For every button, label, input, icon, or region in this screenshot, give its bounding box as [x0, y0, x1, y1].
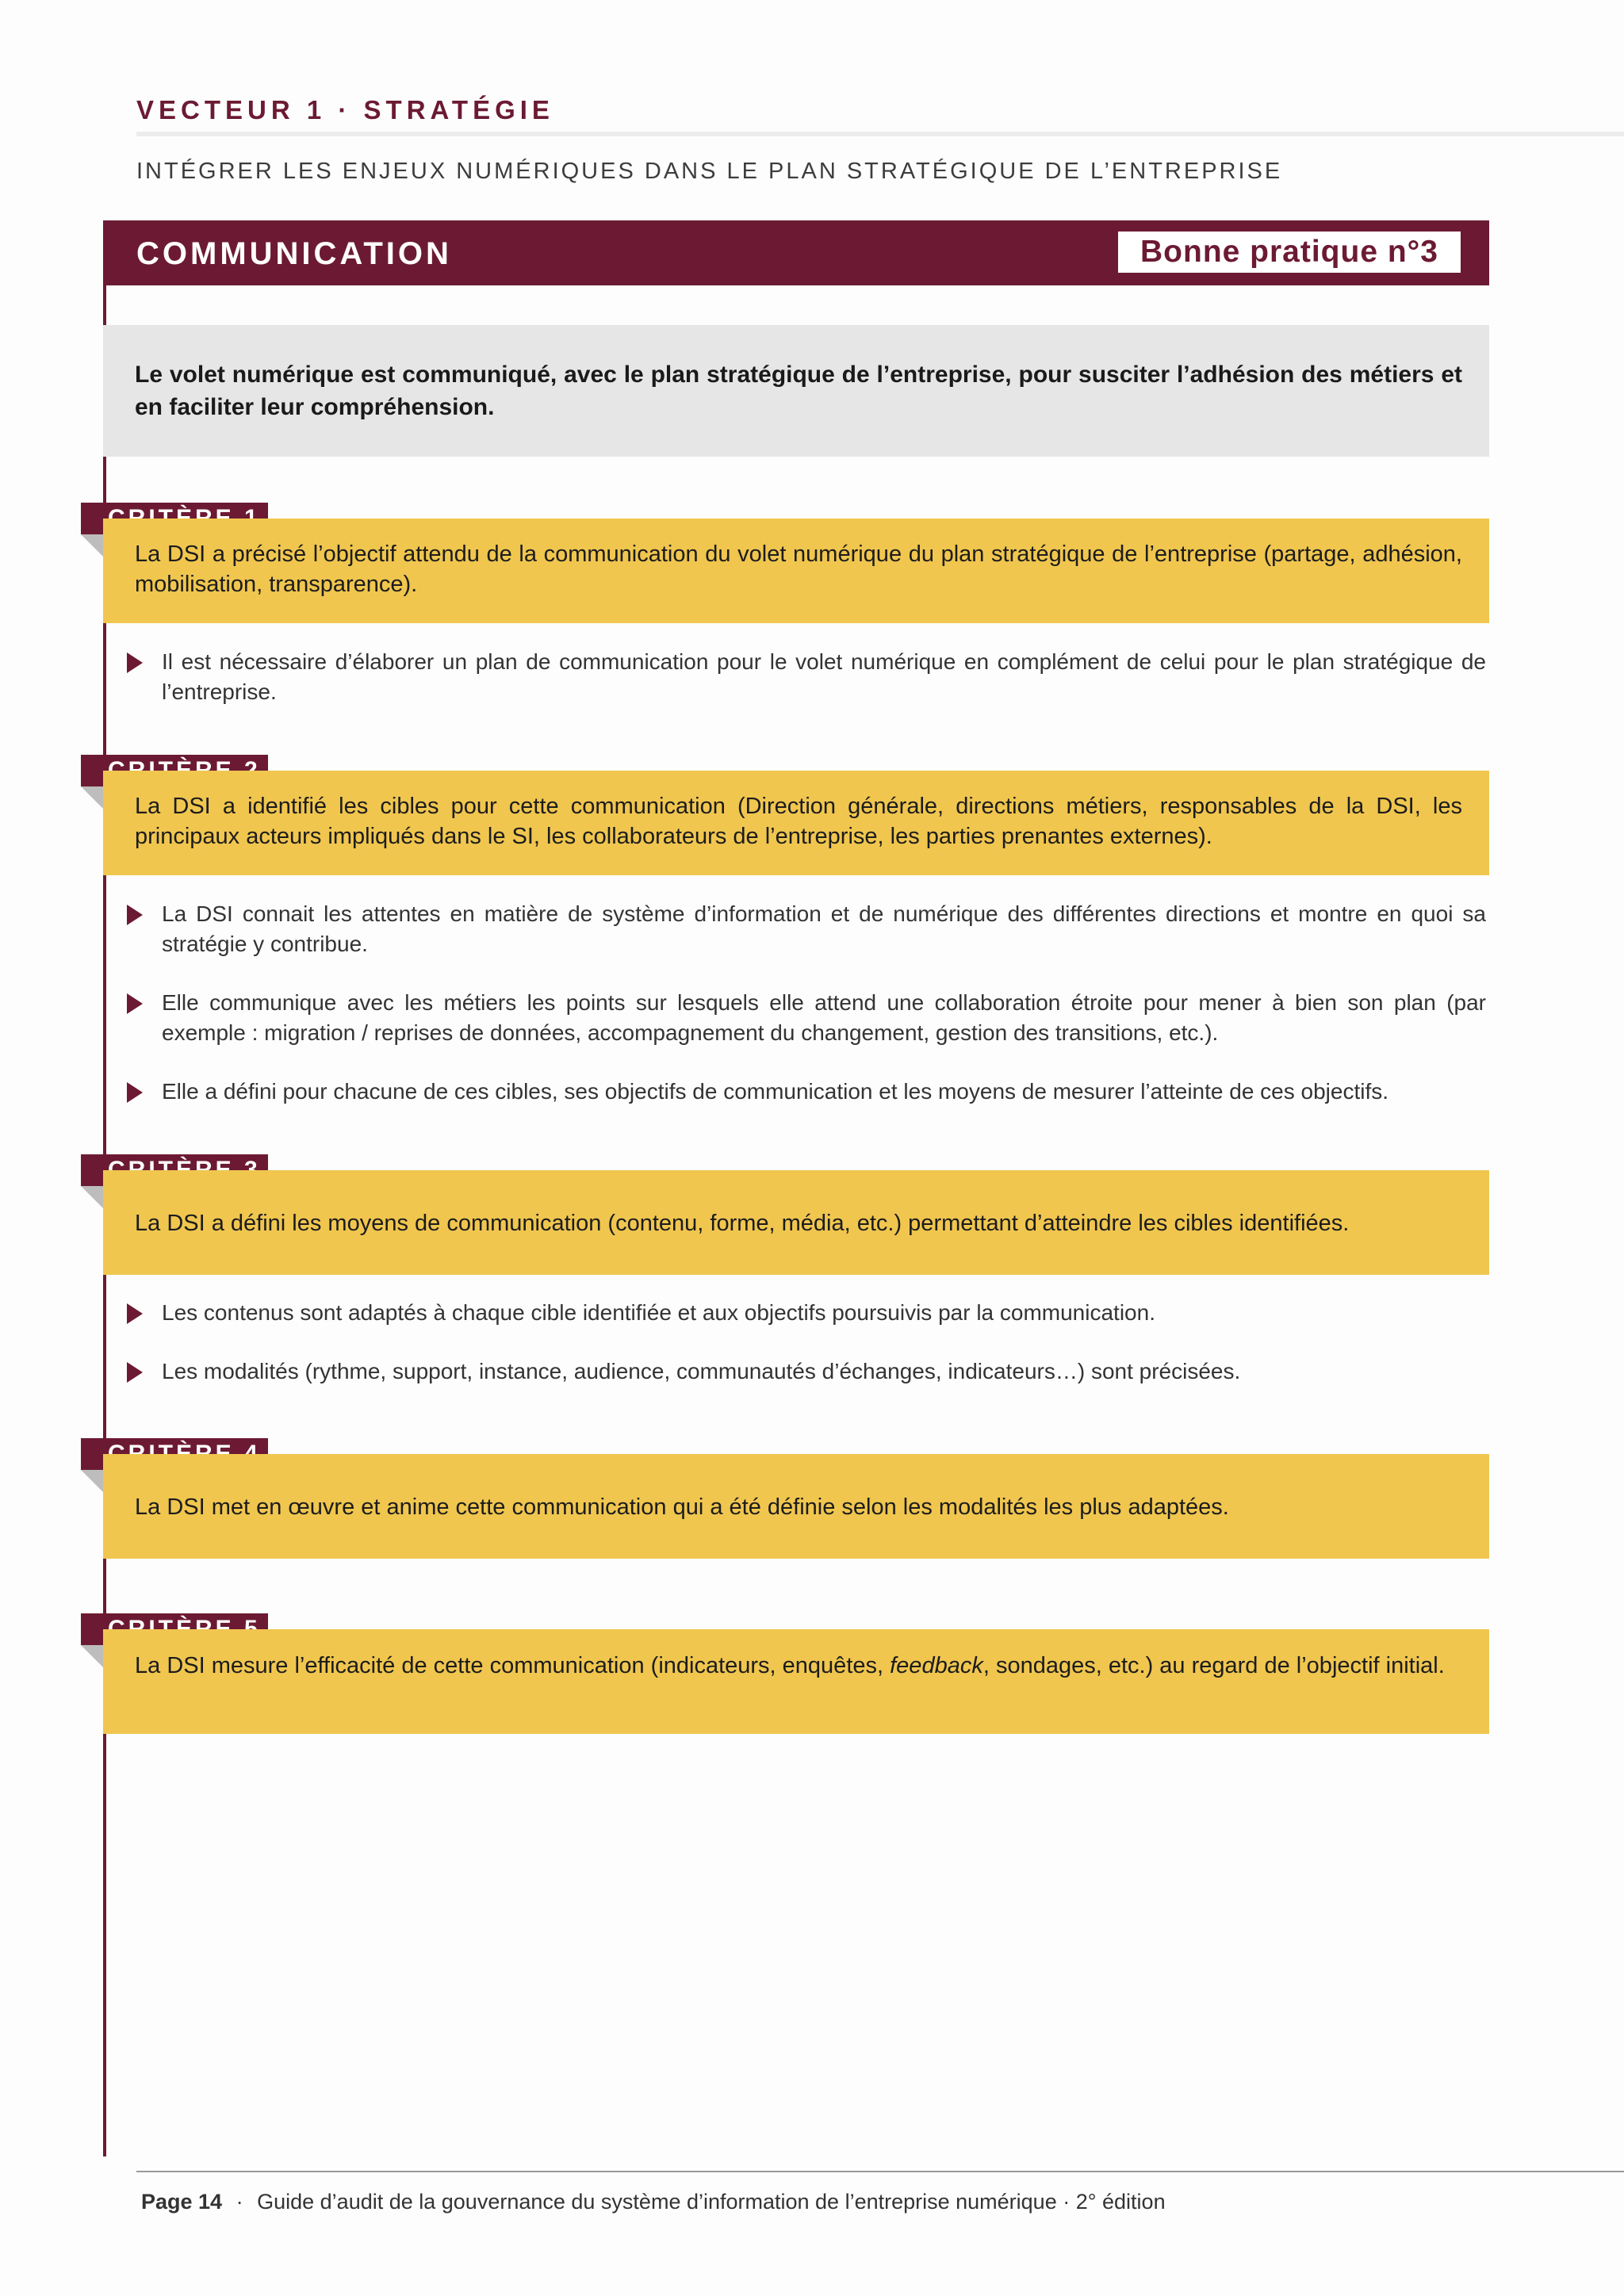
criterion-4-text: La DSI met en œuvre et anime cette communication qui a été définie selon les modalités les plus adaptées. — [135, 1494, 1229, 1520]
criterion-1-bullet-1: Il est nécessaire d’élaborer un plan de communication pour le volet numérique en complément de celui pour le plan stratégique de l’entreprise. — [162, 649, 1486, 704]
criterion-fold — [81, 786, 105, 810]
header-subtitle: INTÉGRER LES ENJEUX NUMÉRIQUES DANS LE PLAN STRATÉGIQUE DE L’ENTREPRISE — [136, 159, 1283, 184]
criterion-3-text: La DSI a défini les moyens de communication (contenu, forme, média, etc.) permettant d’atteindre les cibles identifiées. — [135, 1211, 1350, 1236]
criterion-2-bullet-2: Elle communique avec les métiers les points sur lesquels elle attend une collaboration étroite pour mener à bien son plan (par exemple : migration / reprises de données, accompagnement du changement, gestion des transitions, etc.). — [162, 990, 1486, 1045]
page-footer — [141, 2190, 1166, 2214]
vecteur-heading: VECTEUR 1 · STRATÉGIE — [136, 95, 554, 124]
criterion-fold — [81, 1645, 105, 1669]
header-rule — [136, 132, 1624, 136]
bullet-arrow-icon — [127, 1303, 143, 1324]
criterion-5-text — [135, 1651, 1462, 1681]
bullet-arrow-icon — [127, 652, 143, 673]
criterion-3-bullet-1: Les contenus sont adaptés à chaque cible identifiée et aux objectifs poursuivis par la communication. — [162, 1300, 1155, 1325]
bullet-arrow-icon — [127, 905, 143, 925]
intro-text: Le volet numérique est communiqué, avec le plan stratégique de l’entreprise, pour susciter l’adhésion des métiers et en faciliter leur compréhension. — [135, 362, 1462, 420]
best-practice-badge: Bonne pratique n°3 — [1118, 232, 1461, 273]
page-number: Page 14 — [141, 2190, 223, 2214]
criterion-2-bullet-3: Elle a défini pour chacune de ces cibles, ses objectifs de communication et les moyens de mesurer l’atteinte de ces objectifs. — [162, 1079, 1389, 1104]
criterion-5-text-start: La DSI mesure l’efficacité de cette communication (indicateurs, enquêtes, — [135, 1653, 891, 1678]
bullet-arrow-icon — [127, 993, 143, 1014]
criterion-fold — [81, 1470, 105, 1494]
footer-title: Guide d’audit de la gouvernance du système d’information de l’entreprise numérique · 2° édition — [257, 2190, 1166, 2214]
bullet-arrow-icon — [127, 1362, 143, 1383]
criterion-2-bullet-1: La DSI connait les attentes en matière de système d’information et de numérique des différentes directions et montre en quoi sa stratégie y contribue. — [162, 901, 1486, 956]
criterion-fold — [81, 1186, 105, 1210]
footer-separator: · — [236, 2190, 243, 2214]
section-title: COMMUNICATION — [136, 236, 452, 271]
bullet-arrow-icon — [127, 1082, 143, 1103]
criterion-1-text: La DSI a précisé l’objectif attendu de la communication du volet numérique du plan stratégique de l’entreprise (partage, adhésion, mobilisation, transparence). — [135, 541, 1462, 597]
criterion-5-text-italic: feedback — [890, 1653, 983, 1678]
criterion-5-box — [103, 1629, 1489, 1734]
footer-rule — [136, 2171, 1624, 2172]
criterion-5-text-end: , sondages, etc.) au regard de l’objectif initial. — [982, 1653, 1445, 1678]
criterion-2-text: La DSI a identifié les cibles pour cette communication (Direction générale, directions métiers, responsables de la DSI, les principaux acteurs impliqués dans le SI, les collaborateurs de l’entreprise, les parties prenantes externes). — [135, 794, 1462, 849]
criterion-3-bullet-2: Les modalités (rythme, support, instance, audience, communautés d’échanges, indicateurs…) sont précisées. — [162, 1359, 1241, 1383]
criterion-fold — [81, 534, 105, 558]
